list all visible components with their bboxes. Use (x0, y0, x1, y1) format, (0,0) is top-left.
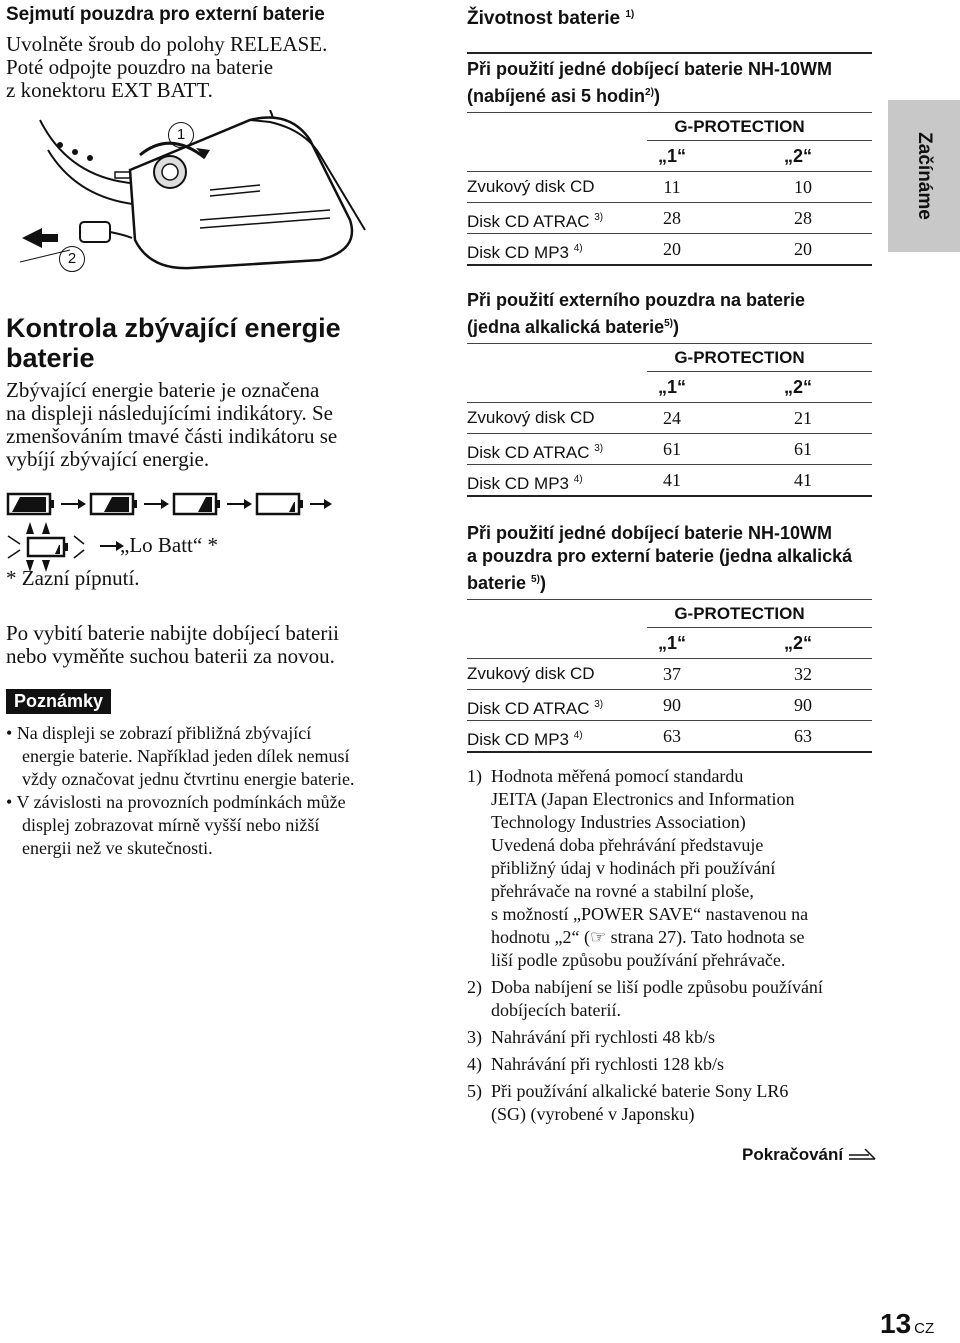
recharge-line: nebo vyměňte suchou baterii za novou. (6, 644, 335, 668)
detach-line: Poté odpojte pouzdro na baterie (6, 55, 274, 79)
para-line: Zbývající energie baterie je označena (6, 378, 320, 402)
battery-three-quarter-icon (91, 494, 137, 514)
battery-half-icon (174, 494, 220, 514)
arrow-icon (310, 499, 332, 509)
arrow-icon (227, 499, 252, 509)
para-line: zmenšováním tmavé části indikátoru se (6, 424, 338, 448)
notes-list (6, 722, 426, 860)
detach-line: Uvolněte šroub do polohy RELEASE. (6, 32, 328, 56)
table-row: Disk CD ATRAC $^{3)}$ 61 61 (467, 439, 812, 462)
detach-line: z konektoru EXT BATT. (6, 78, 213, 102)
callout-1: 1 (168, 122, 194, 148)
heading-line: Kontrola zbývající energie (6, 313, 341, 343)
continued-indicator (742, 1145, 879, 1165)
battery-blinking-icon (8, 522, 84, 572)
side-tab (888, 100, 960, 252)
table-title: Při použití jedné dobíjecí baterie NH-10WM a pouzdra pro externí baterie (jedna alkalická baterie $^{5)}$) (467, 523, 853, 593)
lo-batt-label: „Lo Batt“ * (120, 533, 218, 557)
detach-instructions (6, 33, 327, 102)
recharge-line: Po vybití baterie nabijte dobíjecí baterii (6, 621, 339, 645)
footnote: 2) Doba nabíjení se liší podle způsobu používání dobíjecích baterií. (467, 977, 823, 1020)
note-item: • Na displeji se zobrazí přibližná zbývající energie baterie. Například jeden dílek nemusí vždy označovat jednu čtvrtinu energie baterie. (6, 722, 426, 791)
beep-note: * Zazní pípnutí. (6, 566, 140, 590)
note-line: energii než ve skutečnosti. (22, 838, 213, 858)
footnote: 5) Při používání alkalické baterie Sony LR6 (SG) (vyrobené v Japonsku) (467, 1081, 789, 1124)
table-row: Zvukový disk CD 24 21 (467, 408, 812, 428)
remaining-energy-heading (6, 313, 341, 373)
battery-life-table-3 (467, 522, 872, 753)
side-tab-label: Začínáme (914, 132, 935, 220)
page-language: CZ (914, 1320, 935, 1337)
table-row: Disk CD MP3 $^{4)}$ 63 63 (467, 726, 812, 749)
table-row: Disk CD MP3 $^{4)}$ 20 20 (467, 239, 812, 262)
arrow-icon (144, 499, 169, 509)
callout-2: 2 (59, 246, 85, 272)
detach-heading: Sejmutí pouzdra pro externí baterie (6, 4, 325, 25)
para-line: vybíjí zbývající energie. (6, 447, 210, 471)
page-number: 13 (880, 1308, 912, 1339)
table-row: Zvukový disk CD 37 32 (467, 664, 812, 684)
heading-line: baterie (6, 343, 95, 373)
note-line: Na displeji se zobrazí přibližná zbývající (16, 723, 312, 743)
table-header-row: „1“ „2“ (657, 146, 812, 166)
note-item: • V závislosti na provozních podmínkách může displej zobrazovat mírně vyšší nebo nižší energii než ve skutečnosti. (6, 791, 426, 860)
gprotection-header: G-PROTECTION (674, 604, 805, 623)
note-line: energie baterie. Například jeden dílek nemusí (22, 746, 350, 766)
table-row: Disk CD ATRAC $^{3)}$ 28 28 (467, 208, 812, 231)
footnotes (467, 765, 877, 1130)
continued-label: Pokračování (742, 1145, 844, 1164)
remaining-energy-paragraph (6, 379, 426, 471)
gprotection-header: G-PROTECTION (674, 348, 805, 367)
battery-life-table-1 (467, 52, 872, 266)
table-row: Zvukový disk CD 11 10 (467, 177, 812, 197)
arrow-icon (61, 499, 86, 509)
notes-badge: Poznámky (6, 689, 111, 714)
table-header-row: „1“ „2“ (657, 377, 812, 397)
note-line: V závislosti na provozních podmínkách může (16, 792, 346, 812)
table-title: Při použití jedné dobíjecí baterie NH-10WM (nabíjené asi 5 hodin$^{2)}$) (467, 59, 833, 106)
footnote: 4) Nahrávání při rychlosti 128 kb/s (467, 1054, 724, 1074)
gprotection-header: G-PROTECTION (674, 117, 805, 136)
battery-low-icon (257, 494, 303, 514)
table-row: Disk CD ATRAC $^{3)}$ 90 90 (467, 695, 812, 718)
note-line: displej zobrazovat mírně vyšší nebo nižší (22, 815, 320, 835)
recharge-paragraph (6, 622, 339, 668)
battery-life-title: Životnost baterie $^{1)}$ (467, 8, 635, 29)
notes-section (6, 689, 111, 714)
battery-full-icon (8, 494, 54, 514)
table-row: Disk CD MP3 $^{4)}$ 41 41 (467, 470, 812, 493)
continue-arrow-icon (847, 1147, 879, 1163)
footnote: 3) Nahrávání při rychlosti 48 kb/s (467, 1027, 715, 1047)
para-line: na displeji následujícími indikátory. Se (6, 401, 333, 425)
footnote: 1) Hodnota měřená pomocí standardu JEITA (Japan Electronics and Information Technology Industries Association) Uvedená doba přehrávání představuje přibližný údaj v hodinách při používání přehrávače na rovné a stabilní ploše, s možností „POWER SAVE“ nastavenou na hodnotu „2“ (☞ strana 27). Tato hodnota se liší podle způsobu používání přehrávače. (467, 766, 809, 970)
battery-life-table-2 (467, 289, 872, 497)
page-number-block (880, 1308, 934, 1340)
note-line: vždy označovat jednu čtvrtinu energie baterie. (22, 769, 355, 789)
table-title: Při použití externího pouzdra na baterie (jedna alkalická baterie$^{5)}$) (467, 290, 806, 337)
table-header-row: „1“ „2“ (657, 633, 812, 653)
